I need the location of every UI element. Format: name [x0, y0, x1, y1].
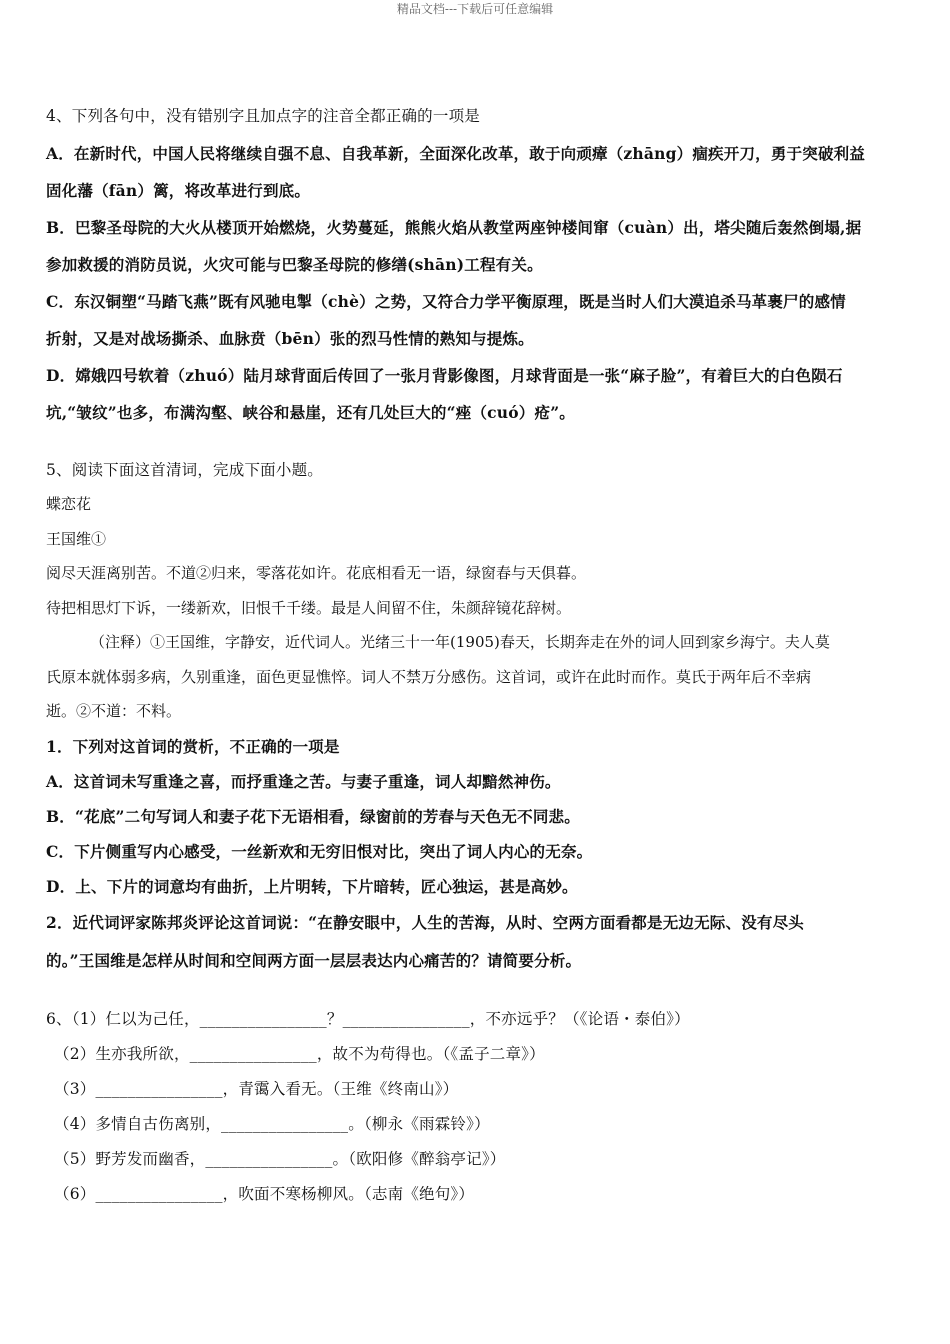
q4-option-d-line2: 坑,“皱纹”也多，布满沟壑、峡谷和悬崖，还有几处巨大的“痤（cuó）疮”。 — [46, 403, 576, 422]
q4-option-a-line1: A．在新时代，中国人民将继续自强不息、自我革新，全面深化改革，敢于向顽瘴（zhāng）痼疾开刀，勇于突破利益 — [46, 144, 866, 163]
poem-author: 王国维① — [46, 529, 107, 548]
q5-option-a: A．这首词未写重逢之喜，而抒重逢之苦。与妻子重逢，词人却黯然神伤。 — [46, 771, 561, 791]
q5-stem: 5、阅读下面这首清词，完成下面小题。 — [46, 461, 323, 479]
section-spacer — [46, 980, 908, 1002]
section-spacer — [46, 431, 908, 453]
q5-subquestion-2-line1: 2．近代词评家陈邦炎评论这首词说：“在静安眼中，人生的苦海，从时、空两方面看都是无边无际、没有尽头 — [46, 912, 805, 932]
note-line-3: 逝。②不道：不料。 — [46, 702, 182, 720]
question-4 — [46, 98, 908, 431]
q6-item-5: （5）野芳发而幽香，________________。（欧阳修《醉翁亭记》） — [54, 1149, 506, 1168]
question-6 — [46, 1002, 908, 1212]
document-body — [46, 98, 908, 1212]
q5-option-d: D．上、下片的词意均有曲折，上片明转，下片暗转，匠心独运，甚是高妙。 — [46, 876, 578, 896]
q4-option-b-line1: B．巴黎圣母院的大火从楼顶开始燃烧，火势蔓延，熊熊火焰从教堂两座钟楼间窜（cuàn）出，塔尖随后轰然倒塌,据 — [46, 218, 862, 237]
q4-option-a-line2: 固化藩（fān）篱，将改革进行到底。 — [46, 181, 311, 200]
q4-option-b-line2: 参加救援的消防员说，火灾可能与巴黎圣母院的修缮(shān)工程有关。 — [46, 255, 543, 274]
question-5 — [46, 453, 908, 980]
q4-option-d-line1: D．嫦娥四号软着（zhuó）陆月球背面后传回了一张月背影像图，月球背面是一张“麻子脸”，有着巨大的白色陨石 — [46, 366, 843, 385]
q5-option-c: C．下片侧重写内心感受，一丝新欢和无穷旧恨对比，突出了词人内心的无奈。 — [46, 841, 593, 861]
poem-line-1: 阅尽天涯离别苦。不道②归来，零落花如许。花底相看无一语，绿窗春与天俱暮。 — [46, 564, 587, 582]
q5-option-b: B．“花底”二句写词人和妻子花下无语相看，绿窗前的芳春与天色无不同悲。 — [46, 806, 580, 826]
q4-option-c-line2: 折射，又是对战场撕杀、血脉贲（bēn）张的烈马性情的熟知与提炼。 — [46, 329, 534, 348]
note-line-2: 氏原本就体弱多病，久别重逢，面色更显憔悴。词人不禁万分感伤。这首词，或许在此时而作。莫氏于两年后不幸病 — [46, 667, 812, 686]
q5-subquestion-2-line2: 的。”王国维是怎样从时间和空间两方面一层层表达内心痛苦的？请简要分析。 — [46, 950, 582, 970]
q4-option-c-line1: C．东汉铜塑“马踏飞燕”既有风驰电掣（chè）之势，又符合力学平衡原理，既是当时人们大漠追杀马革裹尸的感情 — [46, 292, 846, 311]
q5-subquestion-1: 1．下列对这首词的赏析，不正确的一项是 — [46, 736, 340, 756]
poem-line-2: 待把相思灯下诉，一缕新欢，旧恨千千缕。最是人间留不住，朱颜辞镜花辞树。 — [46, 598, 572, 617]
note-line-1: （注释）①王国维，字静安，近代词人。光绪三十一年(1905)春天，长期奔走在外的词人回到家乡海宁。夫人莫 — [90, 633, 830, 651]
q4-stem: 4、下列各句中，没有错别字且加点字的注音全都正确的一项是 — [46, 107, 480, 125]
q6-item-6: （6）________________，吹面不寒杨柳风。（志南《绝句》） — [54, 1184, 475, 1203]
q6-item-4: （4）多情自古伤离别，________________。（柳永《雨霖铃》） — [54, 1114, 490, 1133]
q6-item-3: （3）________________，青霭入看无。（王维《终南山》） — [54, 1079, 459, 1098]
poem-title: 蝶恋花 — [46, 495, 92, 513]
page-header: 精品文档---下载后可任意编辑 — [396, 2, 554, 16]
q6-item-1: 6、（1）仁以为己任，________________？________________，不亦远乎？（《论语・泰伯》） — [46, 1009, 690, 1028]
q6-item-2: （2）生亦我所欲，________________，故不为苟得也。（《孟子二章》） — [54, 1044, 545, 1063]
